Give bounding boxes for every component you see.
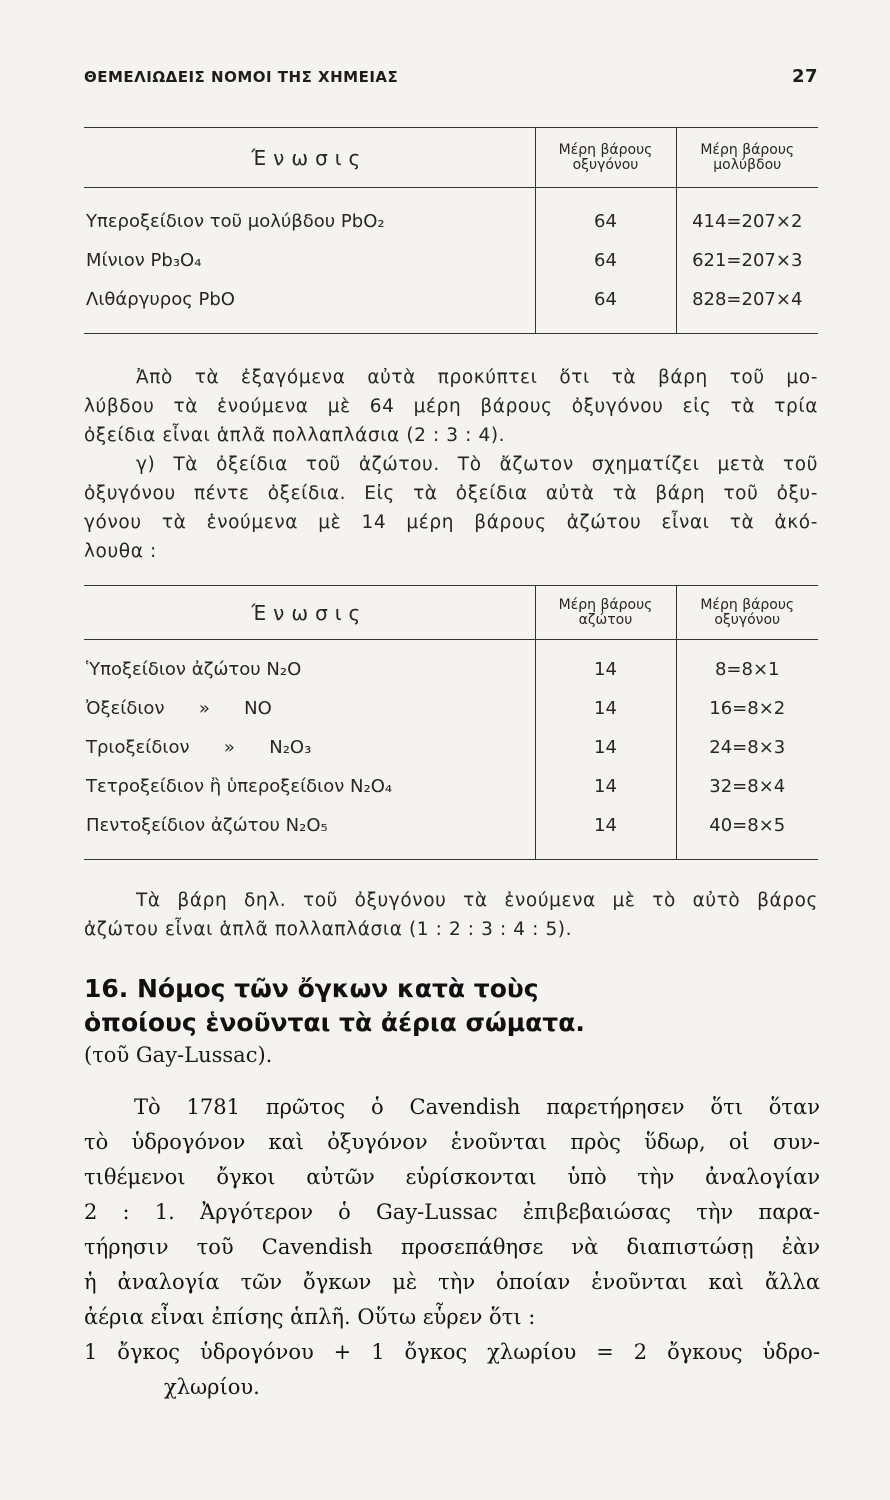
- text-line: λουθα :: [84, 541, 157, 562]
- text-line: 2 : 1. Ἀργότερον ὁ Gay-Lussac ἐπιβεβαιώσας τὴν παρα-: [84, 1200, 820, 1224]
- text-line: Ἀπὸ τὰ ἐξαγόμενα αὐτὰ προκύπτει ὅτι τὰ βάρη τοῦ μο-: [136, 367, 818, 388]
- header-nitrogen-weight: Μέρη βάρους αζώτου: [535, 586, 676, 640]
- lead-oxides-table: [84, 127, 818, 334]
- text-line: λύβδου τὰ ἑνούμενα μὲ 64 μέρη βάρους ὀξυγόνου εἰς τὰ τρία: [84, 396, 818, 417]
- text-line: τήρησιν τοῦ Cavendish προσεπάθησε νὰ διαπιστώσῃ ἐὰν: [84, 1235, 820, 1259]
- nitrogen-weight: 14: [535, 689, 676, 728]
- text-line: γ) Τὰ ὀξείδια τοῦ ἀζώτου. Τὸ ἄζωτον σχηματίζει μετὰ τοῦ: [136, 454, 818, 475]
- lead-weight: 828=207×4: [676, 280, 818, 319]
- text-line: τιθέμενοι ὄγκοι αὐτῶν εὑρίσκονται ὑπὸ τὴν ἀναλογίαν: [84, 1165, 820, 1189]
- paragraph-lead-conclusion: [84, 363, 818, 450]
- running-header: [84, 66, 818, 90]
- oxygen-weight: 64: [535, 280, 676, 319]
- text-line: ἀέρια εἶναι ἐπίσης ἁπλῆ. Οὕτω εὗρεν ὅτι :: [84, 1305, 536, 1329]
- compound-name: Μίνιον Pb₃O₄: [86, 250, 202, 271]
- oxygen-weight: 24=8×3: [676, 728, 818, 767]
- paragraph-cavendish: [84, 1090, 820, 1335]
- compound-name: Ὀξείδιον » NO: [86, 698, 272, 719]
- compound-name: Ὑποξείδιον ἀζώτου N₂O: [86, 659, 302, 680]
- section-subheading: (τοῦ Gay-Lussac).: [84, 1043, 273, 1067]
- table-row: [84, 806, 818, 845]
- oxygen-weight: 64: [535, 202, 676, 241]
- text-line: ἡ ἀναλογία τῶν ὄγκων μὲ τὴν ὁποίαν ἑνοῦνται καὶ ἄλλα: [84, 1270, 820, 1294]
- lead-weight: 621=207×3: [676, 241, 818, 280]
- heading-line: 16. Νόμος τῶν ὄγκων κατὰ τοὺς: [84, 974, 539, 1003]
- chapter-title: ΘΕΜΕΛΙΩΔΕΙΣ ΝΟΜΟΙ ΤΗΣ ΧΗΜΕΙΑΣ: [84, 68, 399, 86]
- header-oxygen-weight: Μέρη βάρους οξυγόνου: [535, 128, 676, 188]
- text-line: Τὸ 1781 πρῶτος ὁ Cavendish παρετήρησεν ὅτι ὅταν: [134, 1095, 820, 1119]
- equation-line: χλωρίου.: [164, 1375, 260, 1399]
- header-compound: Ένωσις: [84, 128, 535, 188]
- heading-line: ὁποίους ἑνοῦνται τὰ ἀέρια σώματα.: [84, 1008, 585, 1037]
- table-row: [84, 767, 818, 806]
- volume-equation: [84, 1335, 820, 1405]
- table-row: [84, 202, 818, 241]
- compound-name: Υπεροξείδιον τοῦ μολύβδου PbO₂: [86, 211, 385, 232]
- compound-name: Λιθάργυρος PbO: [86, 289, 235, 310]
- nitrogen-weight: 14: [535, 650, 676, 689]
- table-row: [84, 689, 818, 728]
- equation-line: 1 ὄγκος ὑδρογόνου + 1 ὄγκος χλωρίου = 2 ὄγκους ὑδρο-: [84, 1340, 820, 1364]
- oxygen-weight: 8=8×1: [676, 650, 818, 689]
- compound-name: Πεντοξείδιον ἀζώτου N₂O₅: [86, 815, 328, 836]
- text-line: Τὰ βάρη δηλ. τοῦ ὀξυγόνου τὰ ἑνούμενα μὲ τὸ αὐτὸ βάρος: [136, 890, 818, 911]
- table-row: [84, 728, 818, 767]
- text-line: τὸ ὑδρογόνον καὶ ὀξυγόνον ἑνοῦνται πρὸς ὕδωρ, οἱ συν-: [84, 1130, 820, 1154]
- oxygen-weight: 32=8×4: [676, 767, 818, 806]
- paragraph-nitrogen-oxides: [84, 450, 818, 566]
- table-row: [84, 241, 818, 280]
- text-line: ὀξείδια εἶναι ἁπλᾶ πολλαπλάσια (2 : 3 : 4).: [84, 425, 506, 446]
- oxygen-weight: 64: [535, 241, 676, 280]
- nitrogen-weight: 14: [535, 728, 676, 767]
- text-line: ὀξυγόνου πέντε ὀξείδια. Εἰς τὰ ὀξείδια αὐτὰ τὰ βάρη τοῦ ὀξυ-: [84, 483, 818, 504]
- header-oxygen-weight: Μέρη βάρους οξυγόνου: [676, 586, 818, 640]
- compound-name: Τριοξείδιον » N₂O₃: [86, 737, 312, 758]
- header-lead-weight: Μέρη βάρους μολύβδου: [676, 128, 818, 188]
- table-row: [84, 280, 818, 319]
- text-line: ἀζώτου εἶναι ἁπλᾶ πολλαπλάσια (1 : 2 : 3 : 4 : 5).: [84, 919, 573, 940]
- nitrogen-weight: 14: [535, 767, 676, 806]
- header-compound: Ένωσις: [84, 586, 535, 640]
- nitrogen-oxides-table: [84, 585, 818, 860]
- compound-name: Τετροξείδιον ἢ ὑπεροξείδιον N₂O₄: [86, 776, 393, 797]
- nitrogen-weight: 14: [535, 806, 676, 845]
- paragraph-nitrogen-conclusion: [84, 886, 818, 944]
- section-heading: [84, 972, 818, 1040]
- oxygen-weight: 16=8×2: [676, 689, 818, 728]
- table-row: [84, 650, 818, 689]
- lead-weight: 414=207×2: [676, 202, 818, 241]
- page-number: 27: [791, 66, 818, 87]
- oxygen-weight: 40=8×5: [676, 806, 818, 845]
- text-line: γόνου τὰ ἑνούμενα μὲ 14 μέρη βάρους ἀζώτου εἶναι τὰ ἀκό-: [84, 512, 818, 533]
